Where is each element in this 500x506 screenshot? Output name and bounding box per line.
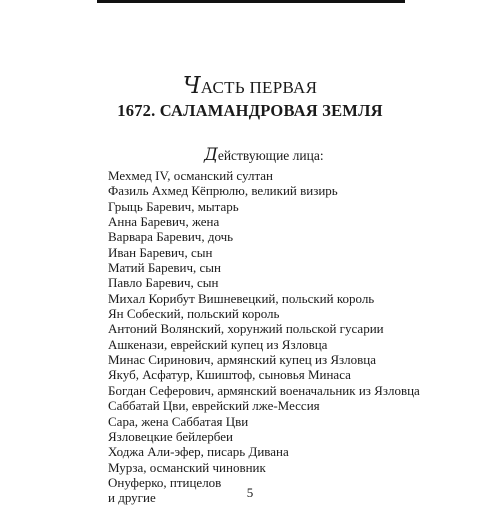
characters-heading [204,145,324,165]
character-item: Богдан Сеферович, армянский военачальник из Язловца [108,382,420,398]
character-item: Сара, жена Саббатая Цви [108,413,249,429]
character-list [108,168,420,506]
character-item: Минас Сиринович, армянский купец из Язловца [108,352,376,368]
character-item: Матий Баревич, сын [108,260,221,276]
character-item: Онуферко, птицелов [108,474,222,490]
part-title-initial: Ч [182,73,201,99]
character-item: Мурза, османский чиновник [108,459,266,475]
characters-heading-rest: ействующие лица: [217,148,324,163]
chapter-title: 1672. САЛАМАНДРОВАЯ ЗЕМЛЯ [117,101,383,120]
character-item: Язловецкие бейлербеи [108,428,233,444]
character-item: и другие [108,490,156,506]
character-item: Фазиль Ахмед Кёпрюлю, великий визирь [108,183,338,199]
character-item: Саббатай Цви, еврейский лже-Мессия [108,398,320,414]
character-item: Ходжа Али-эфер, писарь Дивана [108,444,289,460]
character-item: Антоний Волянский, хорунжий польской гусарии [108,321,384,337]
character-item: Якуб, Асфатур, Кшиштоф, сыновья Минаса [108,367,351,383]
character-item: Грыць Баревич, мытарь [108,198,239,214]
character-item: Ян Собеский, польский король [108,306,280,322]
page-number: 5 [246,485,254,500]
top-rule [97,0,405,3]
character-item: Павло Баревич, сын [108,275,219,291]
character-item: Ашкенази, еврейский купец из Язловца [108,336,328,352]
character-item: Михал Корибут Вишневецкий, польский король [108,290,375,306]
character-item: Мехмед IV, османский султан [108,168,274,183]
part-title [0,73,500,99]
character-item: Иван Баревич, сын [108,244,213,260]
character-item: Анна Баревич, жена [108,214,220,230]
character-item: Варвара Баревич, дочь [108,229,234,245]
part-title-rest: АСТЬ ПЕРВАЯ [200,78,318,97]
characters-heading-initial: Д [204,145,218,165]
